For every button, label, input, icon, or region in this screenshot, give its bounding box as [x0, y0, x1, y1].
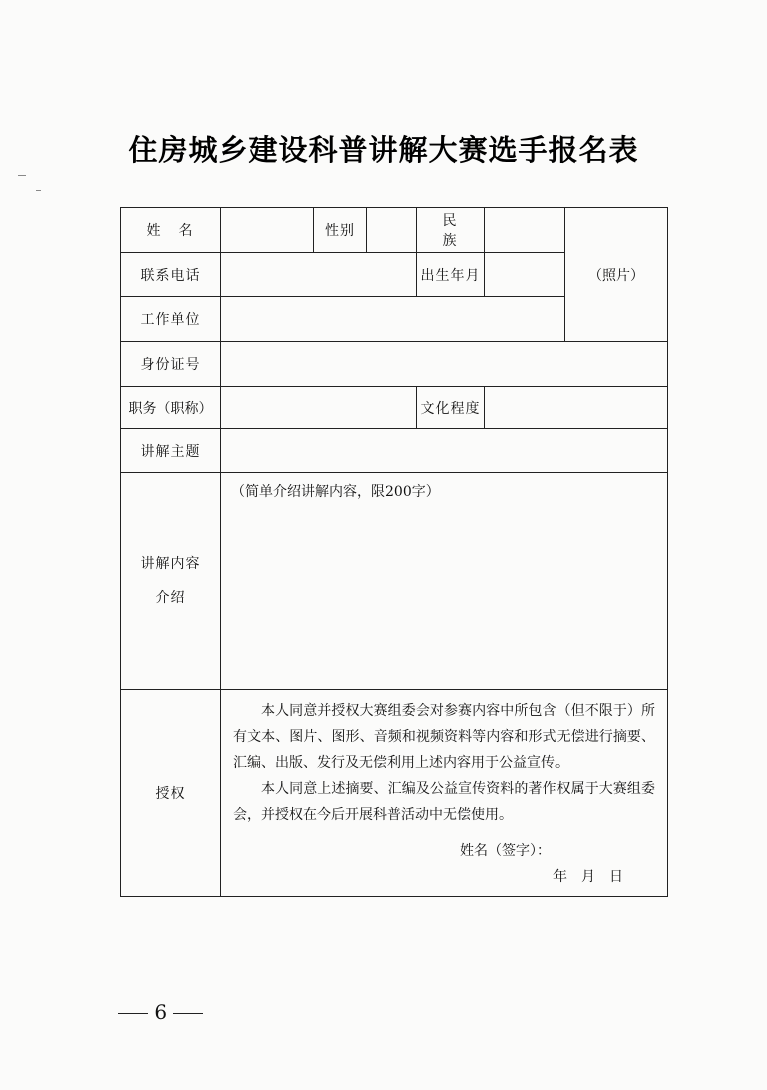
photo-box[interactable]: （照片）	[565, 208, 668, 342]
name-label: 姓名	[121, 208, 221, 253]
birth-field[interactable]	[485, 253, 565, 297]
id-number-field[interactable]	[221, 342, 668, 387]
work-unit-field[interactable]	[221, 297, 565, 342]
topic-field[interactable]	[221, 429, 668, 473]
intro-hint: （简单介绍讲解内容，限200字）	[231, 484, 440, 500]
topic-label: 讲解主题	[121, 429, 221, 473]
gender-field[interactable]	[367, 208, 417, 253]
education-field[interactable]	[485, 387, 668, 429]
page-title: 住房城乡建设科普讲解大赛选手报名表	[128, 133, 639, 167]
auth-section	[221, 690, 668, 897]
scan-mark	[36, 190, 41, 191]
position-field[interactable]	[221, 387, 417, 429]
intro-field[interactable]	[221, 473, 668, 690]
auth-paragraph-1: 本人同意并授权大赛组委会对参赛内容中所包含（但不限于）所有文本、图片、图形、音频和视频资料等内容和形式无偿进行摘要、汇编、出版、发行及无偿利用上述内容用于公益宣传。	[233, 703, 655, 771]
ethnicity-field[interactable]	[485, 208, 565, 253]
intro-label-line2: 介绍	[155, 590, 186, 606]
registration-form	[120, 207, 668, 897]
page-number-value: 6	[154, 1000, 168, 1024]
auth-label: 授权	[121, 690, 221, 897]
signature-line[interactable]: 姓名（签字）：	[460, 843, 551, 859]
page-number	[118, 1000, 203, 1024]
phone-field[interactable]	[221, 253, 417, 297]
birth-label: 出生年月	[417, 253, 485, 297]
gender-label: 性别	[314, 208, 367, 253]
position-label: 职务（职称）	[121, 387, 221, 429]
name-field[interactable]	[221, 208, 314, 253]
education-label: 文化程度	[417, 387, 485, 429]
phone-label: 联系电话	[121, 253, 221, 297]
id-number-label: 身份证号	[121, 342, 221, 387]
date-line[interactable]: 年 月 日	[553, 869, 623, 885]
auth-paragraph-2: 本人同意上述摘要、汇编及公益宣传资料的著作权属于大赛组委会，并授权在今后开展科普活动中无偿使用。	[233, 781, 655, 823]
dash-left	[118, 1013, 148, 1015]
intro-label-line1: 讲解内容	[140, 556, 201, 572]
intro-label	[121, 473, 221, 690]
dash-right	[173, 1013, 203, 1015]
ethnicity-label: 民族	[417, 208, 485, 253]
scan-mark	[18, 175, 26, 176]
work-unit-label: 工作单位	[121, 297, 221, 342]
